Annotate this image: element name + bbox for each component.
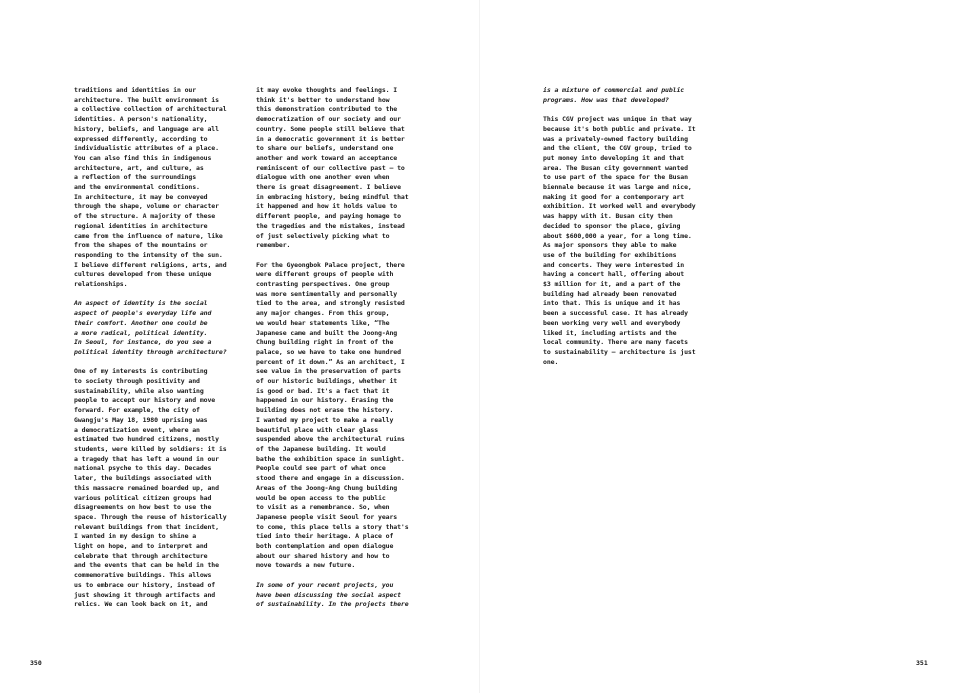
paragraph: For the Gyeongbok Palace project, there were different groups of people with contrasting perspectives. One group was more sentimentally and personally tied to the area, and strongly resisted any major changes. From this group, we would hear statements like, “The Japanese came and built the Joong-Ang Chung building right in front of the palace, so we have to take one hundred percent of it down.” As an architect, I see value in the preservation of parts of our historic buildings, whether it is good or bad. It's a fact that it happened in our history. Erasing the building does not erase the history. I wanted my project to make a really beautiful place with clear glass suspended above the architectural ruins of the Japanese building. It would bathe the exhibition space in sunlight. People could see part of what once stood there and engage in a discussion. Areas of the Joong-Ang Chung building would be open access to the public to visit as a remembrance. So, when Japanese people visit Seoul for years to come, this place tells a story that's tied into their heritage. A place of both contemplation and open dialogue about our shared history and how to move towards a new future. xyxy=(256,260,409,570)
paragraph: One of my interests is contributing to society through positivity and sustainability, while also wanting people to accept our history and move forward. For example, the city of Gwangju's May 18, 1980 uprising was a democratization event, where an estimated two hundred citizens, mostly students, were killed by soldiers: it is a tragedy that has left a wound in our national psyche to this day. Decades later, the buildings associated with this massacre remained boarded up, and various political citizen groups had disagreements on how best to use the space. Through the reuse of historically relevant buildings from that incident, I wanted in my design to shine a light on hope, and to interpret and celebrate that through architecture and the events that can be held in the commemorative buildings. This allows us to embrace our history, instead of just showing it through artifacts and relics. We can look back on it, and xyxy=(74,367,227,609)
paragraph: traditions and identities in our architecture. The built environment is a collective collection of architectural identities. A person's nationality, history, beliefs, and language are all expressed differently, according to individualistic attributes of a place. You can also find this in indigenous architecture, art, and culture, as a reflection of the surroundings and the environmental conditions. In architecture, it may be conveyed through the shape, volume or character of the structure. A majority of these regional identities in architecture came from the influence of nature, like from the shapes of the mountains or responding to the intensity of the sun. I believe different religions, arts, and cultures developed from these unique relationships. xyxy=(74,86,227,289)
paragraph: it may evoke thoughts and feelings. I think it's better to understand how this demonstration contributed to the democratization of our society and our country. Some people still believe that in a democratic government it is better to share our beliefs, understand one another and work toward an acceptance reminiscent of our collective past – to dialogue with one another even when there is great disagreement. I believe in embracing history, being mindful that it happened and how it holds value to different people, and paying homage to the tragedies and the mistakes, instead of just selectively picking what to remember. xyxy=(256,86,409,250)
left-page-second-column xyxy=(256,86,426,620)
right-page-number: 351 xyxy=(916,659,928,667)
interview-question: An aspect of identity is the social aspect of people's everyday life and their comfort. Another one could be a more radical, political identity. In Seoul, for instance, do you see a political identity through architecture? xyxy=(74,299,227,356)
interview-question: In some of your recent projects, you have been discussing the social aspect of sustainability. In the projects there xyxy=(256,580,409,609)
page-gutter xyxy=(479,0,480,693)
left-page-column xyxy=(74,86,244,620)
left-page-number: 350 xyxy=(30,659,42,667)
interview-question: is a mixture of commercial and public programs. How was that developed? xyxy=(543,86,685,104)
right-page-column xyxy=(543,86,713,377)
paragraph: This CGV project was unique in that way because it's both public and private. It was a privately-owned factory building and the client, the CGV group, tried to put money into developing it and that area. The Busan city government wanted to use part of the space for the Busan biennale because it was large and nice, making it good for a contemporary art exhibition. It worked well and everybody was happy with it. Busan city then decided to sponsor the place, giving about $600,000 a year, for a long time. As major sponsors they able to make use of the building for exhibitions and concerts. They were interested in having a concert hall, offering about $3 million for it, and a part of the building had already been renovated into that. This is unique and it has been a successful case. It has already been working very well and everybody liked it, including artists and the local community. There are many facets to sustainability – architecture is just one. xyxy=(543,115,696,366)
